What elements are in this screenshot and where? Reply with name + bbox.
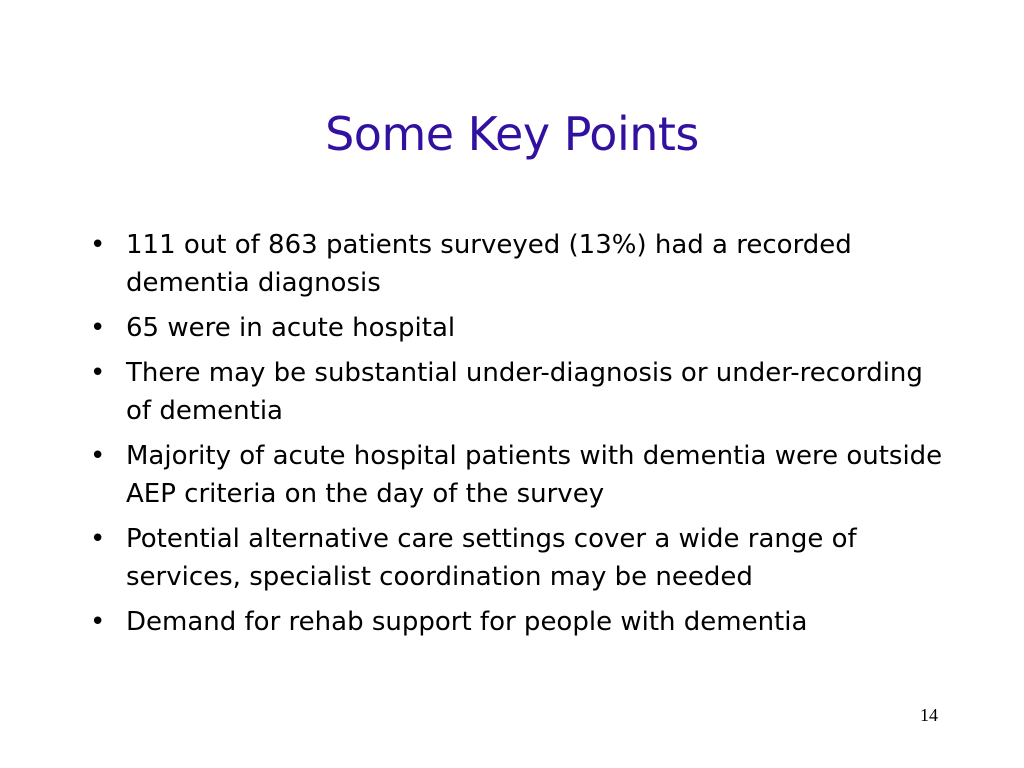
bullet-icon: •: [90, 358, 106, 388]
bullet-text: Demand for rehab support for people with dementia: [126, 607, 808, 637]
bullet-icon: •: [90, 524, 106, 554]
bullet-item: [90, 603, 950, 641]
bullet-icon: •: [90, 441, 106, 471]
bullet-icon: •: [90, 313, 106, 343]
bullet-icon: •: [90, 607, 106, 637]
bullet-item: [90, 437, 950, 513]
bullet-item: [90, 226, 950, 302]
bullet-icon: •: [90, 230, 106, 260]
bullet-text: There may be substantial under-diagnosis or under-recording of dementia: [126, 358, 923, 426]
bullet-item: [90, 520, 950, 596]
bullet-text: Majority of acute hospital patients with dementia were outside AEP criteria on the day of the survey: [126, 441, 943, 509]
bullet-item: [90, 309, 950, 347]
bullet-list: [90, 226, 950, 648]
bullet-text: Potential alternative care settings cover a wide range of services, specialist coordination may be needed: [126, 524, 857, 592]
bullet-text: 111 out of 863 patients surveyed (13%) had a recorded dementia diagnosis: [126, 230, 852, 298]
bullet-item: [90, 354, 950, 430]
slide-title: Some Key Points: [325, 107, 699, 161]
bullet-text: 65 were in acute hospital: [126, 313, 456, 343]
page-number: 14: [920, 705, 938, 725]
